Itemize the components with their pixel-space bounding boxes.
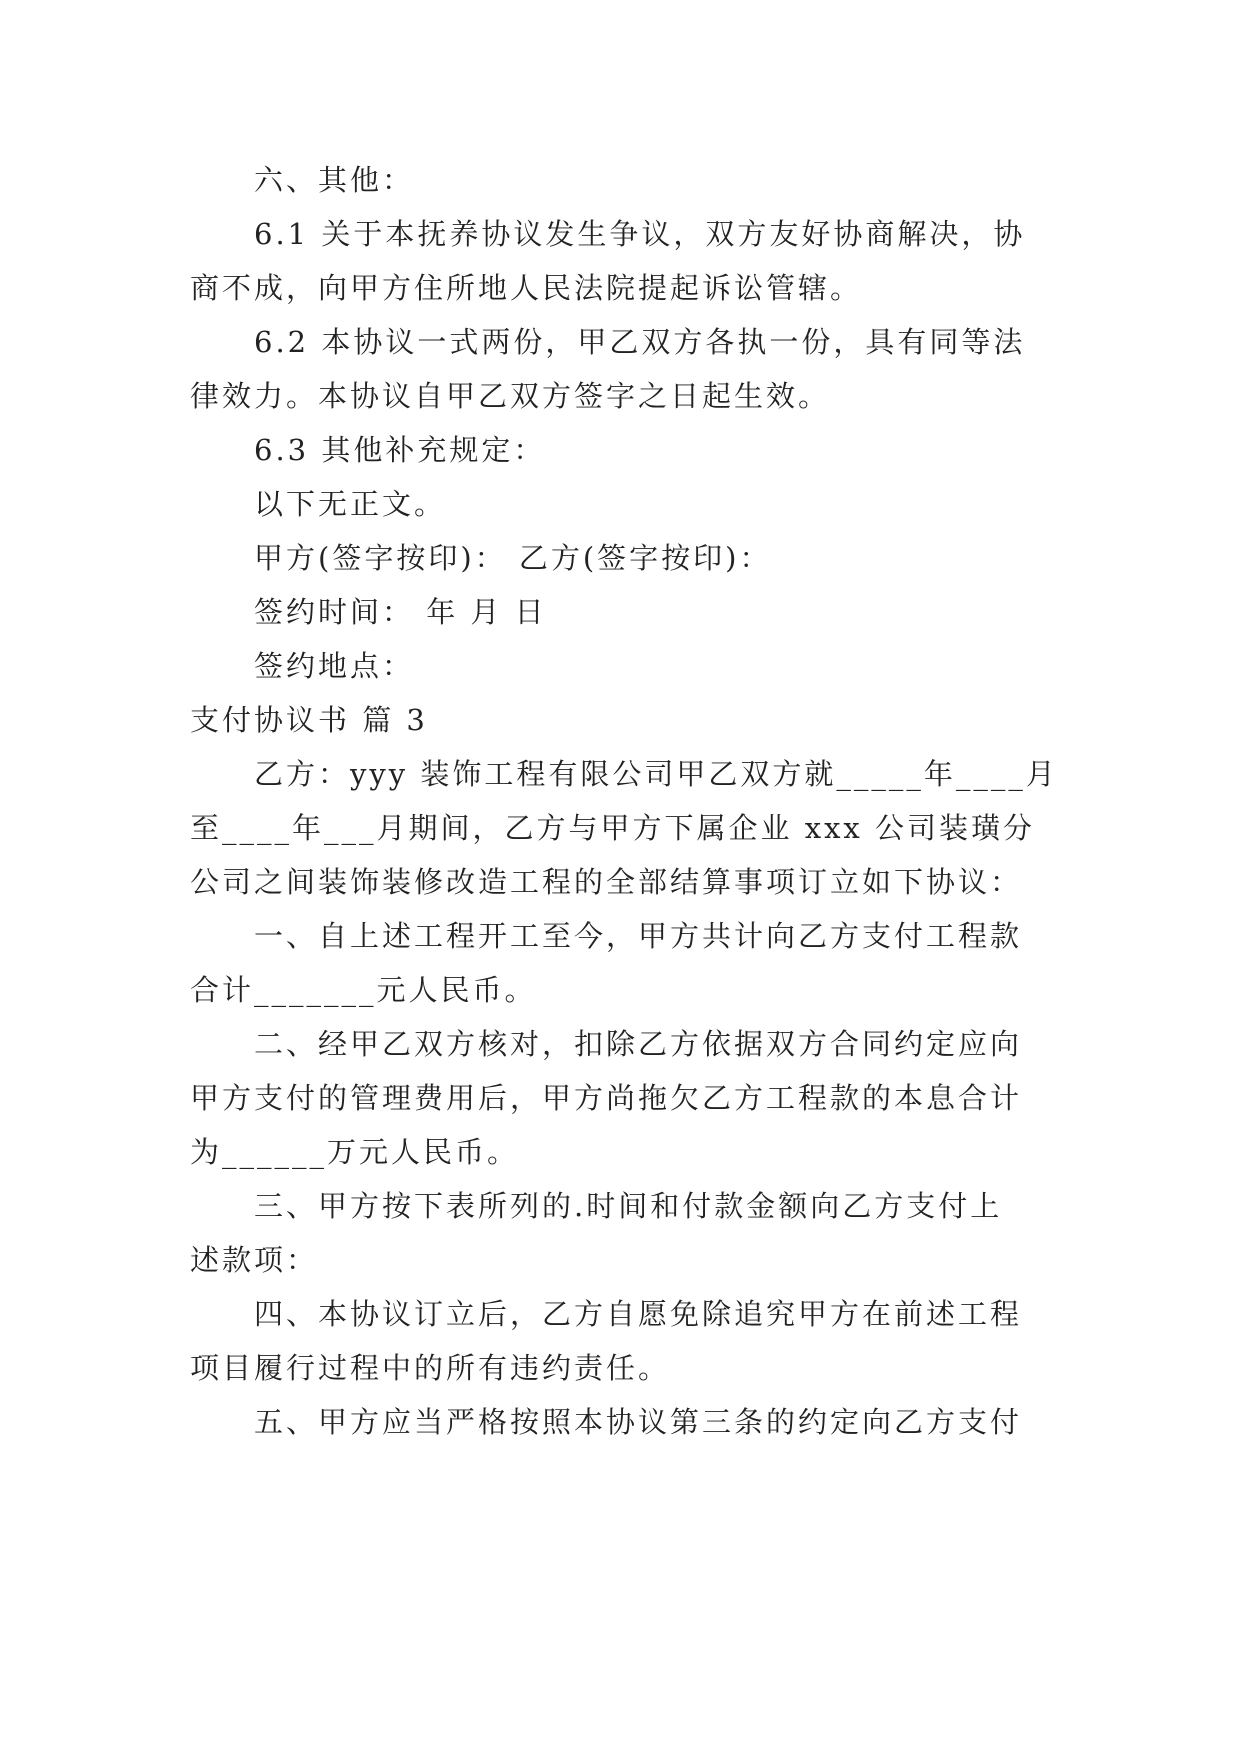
clause-6-2-line1: 6.2 本协议一式两份，甲乙双方各执一份，具有同等法 — [254, 325, 1026, 359]
item2-line1: 二、经甲乙双方核对，扣除乙方依据双方合同约定应向 — [254, 1027, 1023, 1061]
item4-line1: 四、本协议订立后，乙方自愿免除追究甲方在前述工程 — [254, 1297, 1023, 1331]
party-b-line3: 公司之间装饰装修改造工程的全部结算事项订立如下协议： — [190, 865, 1023, 899]
item2-line2: 甲方支付的管理费用后，甲方尚拖欠乙方工程款的本息合计 — [190, 1081, 1023, 1115]
item3-line1: 三、甲方按下表所列的.时间和付款金额向乙方支付上 — [254, 1189, 1003, 1223]
clause-6-3: 6.3 其他补充规定： — [254, 433, 546, 467]
item2-line3: 为______万元人民币。 — [190, 1135, 520, 1169]
no-more-text: 以下无正文。 — [254, 487, 447, 521]
party-b-line1: 乙方：yyy 装饰工程有限公司甲乙双方就_____年____月 — [254, 757, 1058, 791]
sign-time: 签约时间： 年 月 日 — [254, 595, 547, 629]
item3-line2: 述款项： — [190, 1243, 319, 1277]
sign-place: 签约地点： — [254, 649, 415, 683]
section-title: 支付协议书 篇 3 — [190, 703, 428, 737]
clause-6-1-line2: 商不成，向甲方住所地人民法院提起诉讼管辖。 — [190, 271, 863, 305]
section6-heading: 六、其他： — [254, 163, 415, 197]
item1-line2: 合计_______元人民币。 — [190, 973, 537, 1007]
item5-line1: 五、甲方应当严格按照本协议第三条的约定向乙方支付 — [254, 1405, 1023, 1439]
clause-6-1-line1: 6.1 关于本抚养协议发生争议，双方友好协商解决，协 — [254, 217, 1026, 251]
item4-line2: 项目履行过程中的所有违约责任。 — [190, 1351, 671, 1385]
clause-6-2-line2: 律效力。本协议自甲乙双方签字之日起生效。 — [190, 379, 831, 413]
party-b-line2: 至____年___月期间，乙方与甲方下属企业 xxx 公司装璜分 — [190, 811, 1036, 845]
signature-line: 甲方(签字按印)： 乙方(签字按印)： — [254, 541, 772, 575]
item1-line1: 一、自上述工程开工至今，甲方共计向乙方支付工程款 — [254, 919, 1023, 953]
